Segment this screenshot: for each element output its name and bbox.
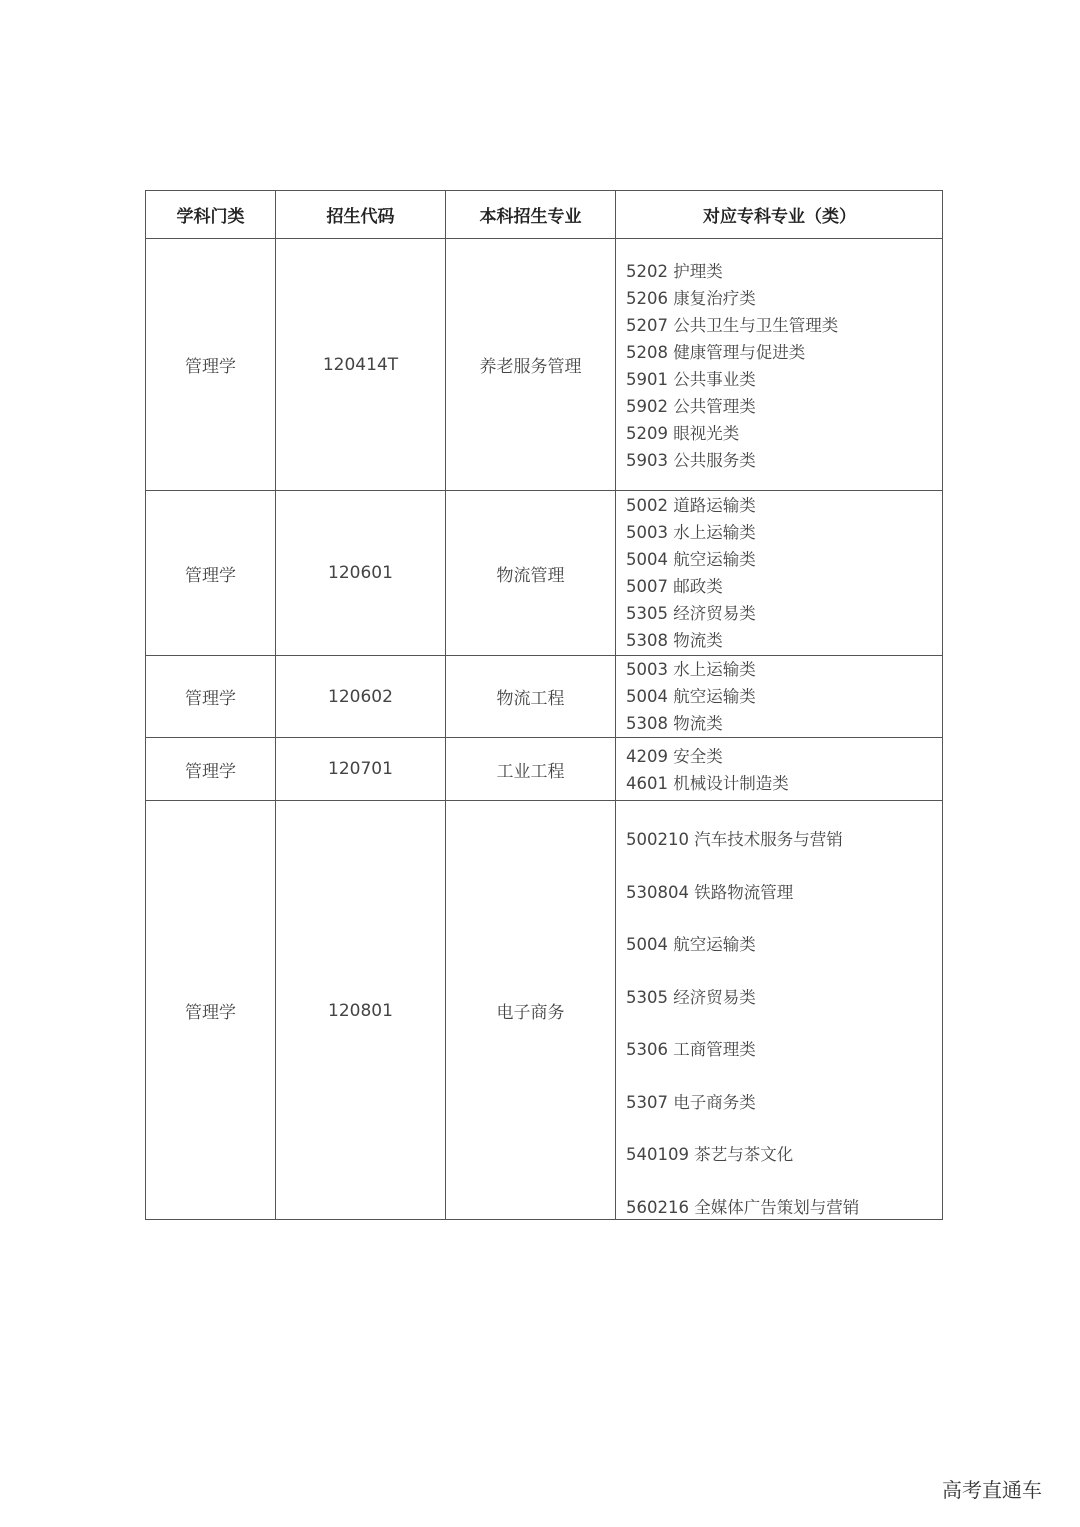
code-cell: 120602: [276, 656, 446, 738]
major-cell: 电子商务: [446, 801, 616, 1220]
related-major-item: 5307 电子商务类: [626, 1092, 756, 1112]
watermark: 高考直通车: [942, 1478, 1042, 1502]
related-major-item: 4601 机械设计制造类: [626, 774, 789, 793]
related-major-item: 560216 全媒体广告策划与营销: [626, 1197, 860, 1217]
related-majors-cell: [616, 738, 943, 801]
related-major-item: 5305 经济贸易类: [626, 604, 756, 623]
related-majors-cell: [616, 656, 943, 738]
related-majors-cell: [616, 801, 943, 1220]
related-major-item: 4209 安全类: [626, 747, 723, 766]
related-majors-cell: [616, 491, 943, 656]
majors-table: [145, 190, 943, 1220]
major-cell: 养老服务管理: [446, 239, 616, 491]
code-cell: 120701: [276, 738, 446, 801]
header-cell: 对应专科专业（类）: [616, 191, 943, 239]
related-major-item: 5207 公共卫生与卫生管理类: [626, 316, 839, 335]
related-major-item: 5004 航空运输类: [626, 935, 756, 954]
related-major-item: 500210 汽车技术服务与营销: [626, 830, 843, 849]
related-major-item: 5007 邮政类: [626, 577, 723, 596]
code-cell: 120601: [276, 491, 446, 656]
category-cell: 管理学: [146, 656, 276, 738]
header-cell: 招生代码: [276, 191, 446, 239]
related-major-item: 5306 工商管理类: [626, 1040, 756, 1059]
related-major-item: 5208 健康管理与促进类: [626, 343, 806, 362]
category-cell: 管理学: [146, 738, 276, 801]
header-cell: 本科招生专业: [446, 191, 616, 239]
related-major-item: 5903 公共服务类: [626, 451, 756, 470]
related-major-item: 5003 水上运输类: [626, 660, 756, 679]
code-cell: 120414T: [276, 239, 446, 491]
related-major-item: 530804 铁路物流管理: [626, 882, 794, 902]
related-major-item: 5308 物流类: [626, 714, 723, 733]
related-major-item: 540109 茶艺与茶文化: [626, 1145, 794, 1164]
header-cell: 学科门类: [146, 191, 276, 239]
related-major-item: 5901 公共事业类: [626, 370, 756, 389]
related-major-item: 5004 航空运输类: [626, 687, 756, 706]
related-major-item: 5206 康复治疗类: [626, 289, 756, 308]
related-major-item: 5902 公共管理类: [626, 397, 756, 416]
related-major-item: 5004 航空运输类: [626, 550, 756, 569]
related-major-item: 5003 水上运输类: [626, 523, 756, 542]
related-major-item: 5002 道路运输类: [626, 496, 756, 515]
related-major-item: 5305 经济贸易类: [626, 987, 756, 1007]
category-cell: 管理学: [146, 801, 276, 1220]
related-major-item: 5202 护理类: [626, 262, 723, 281]
major-cell: 物流管理: [446, 491, 616, 656]
related-major-item: 5209 眼视光类: [626, 424, 740, 443]
category-cell: 管理学: [146, 239, 276, 491]
related-major-item: 5308 物流类: [626, 631, 723, 650]
related-majors-cell: [616, 239, 943, 491]
code-cell: 120801: [276, 801, 446, 1220]
category-cell: 管理学: [146, 491, 276, 656]
major-cell: 工业工程: [446, 738, 616, 801]
major-cell: 物流工程: [446, 656, 616, 738]
